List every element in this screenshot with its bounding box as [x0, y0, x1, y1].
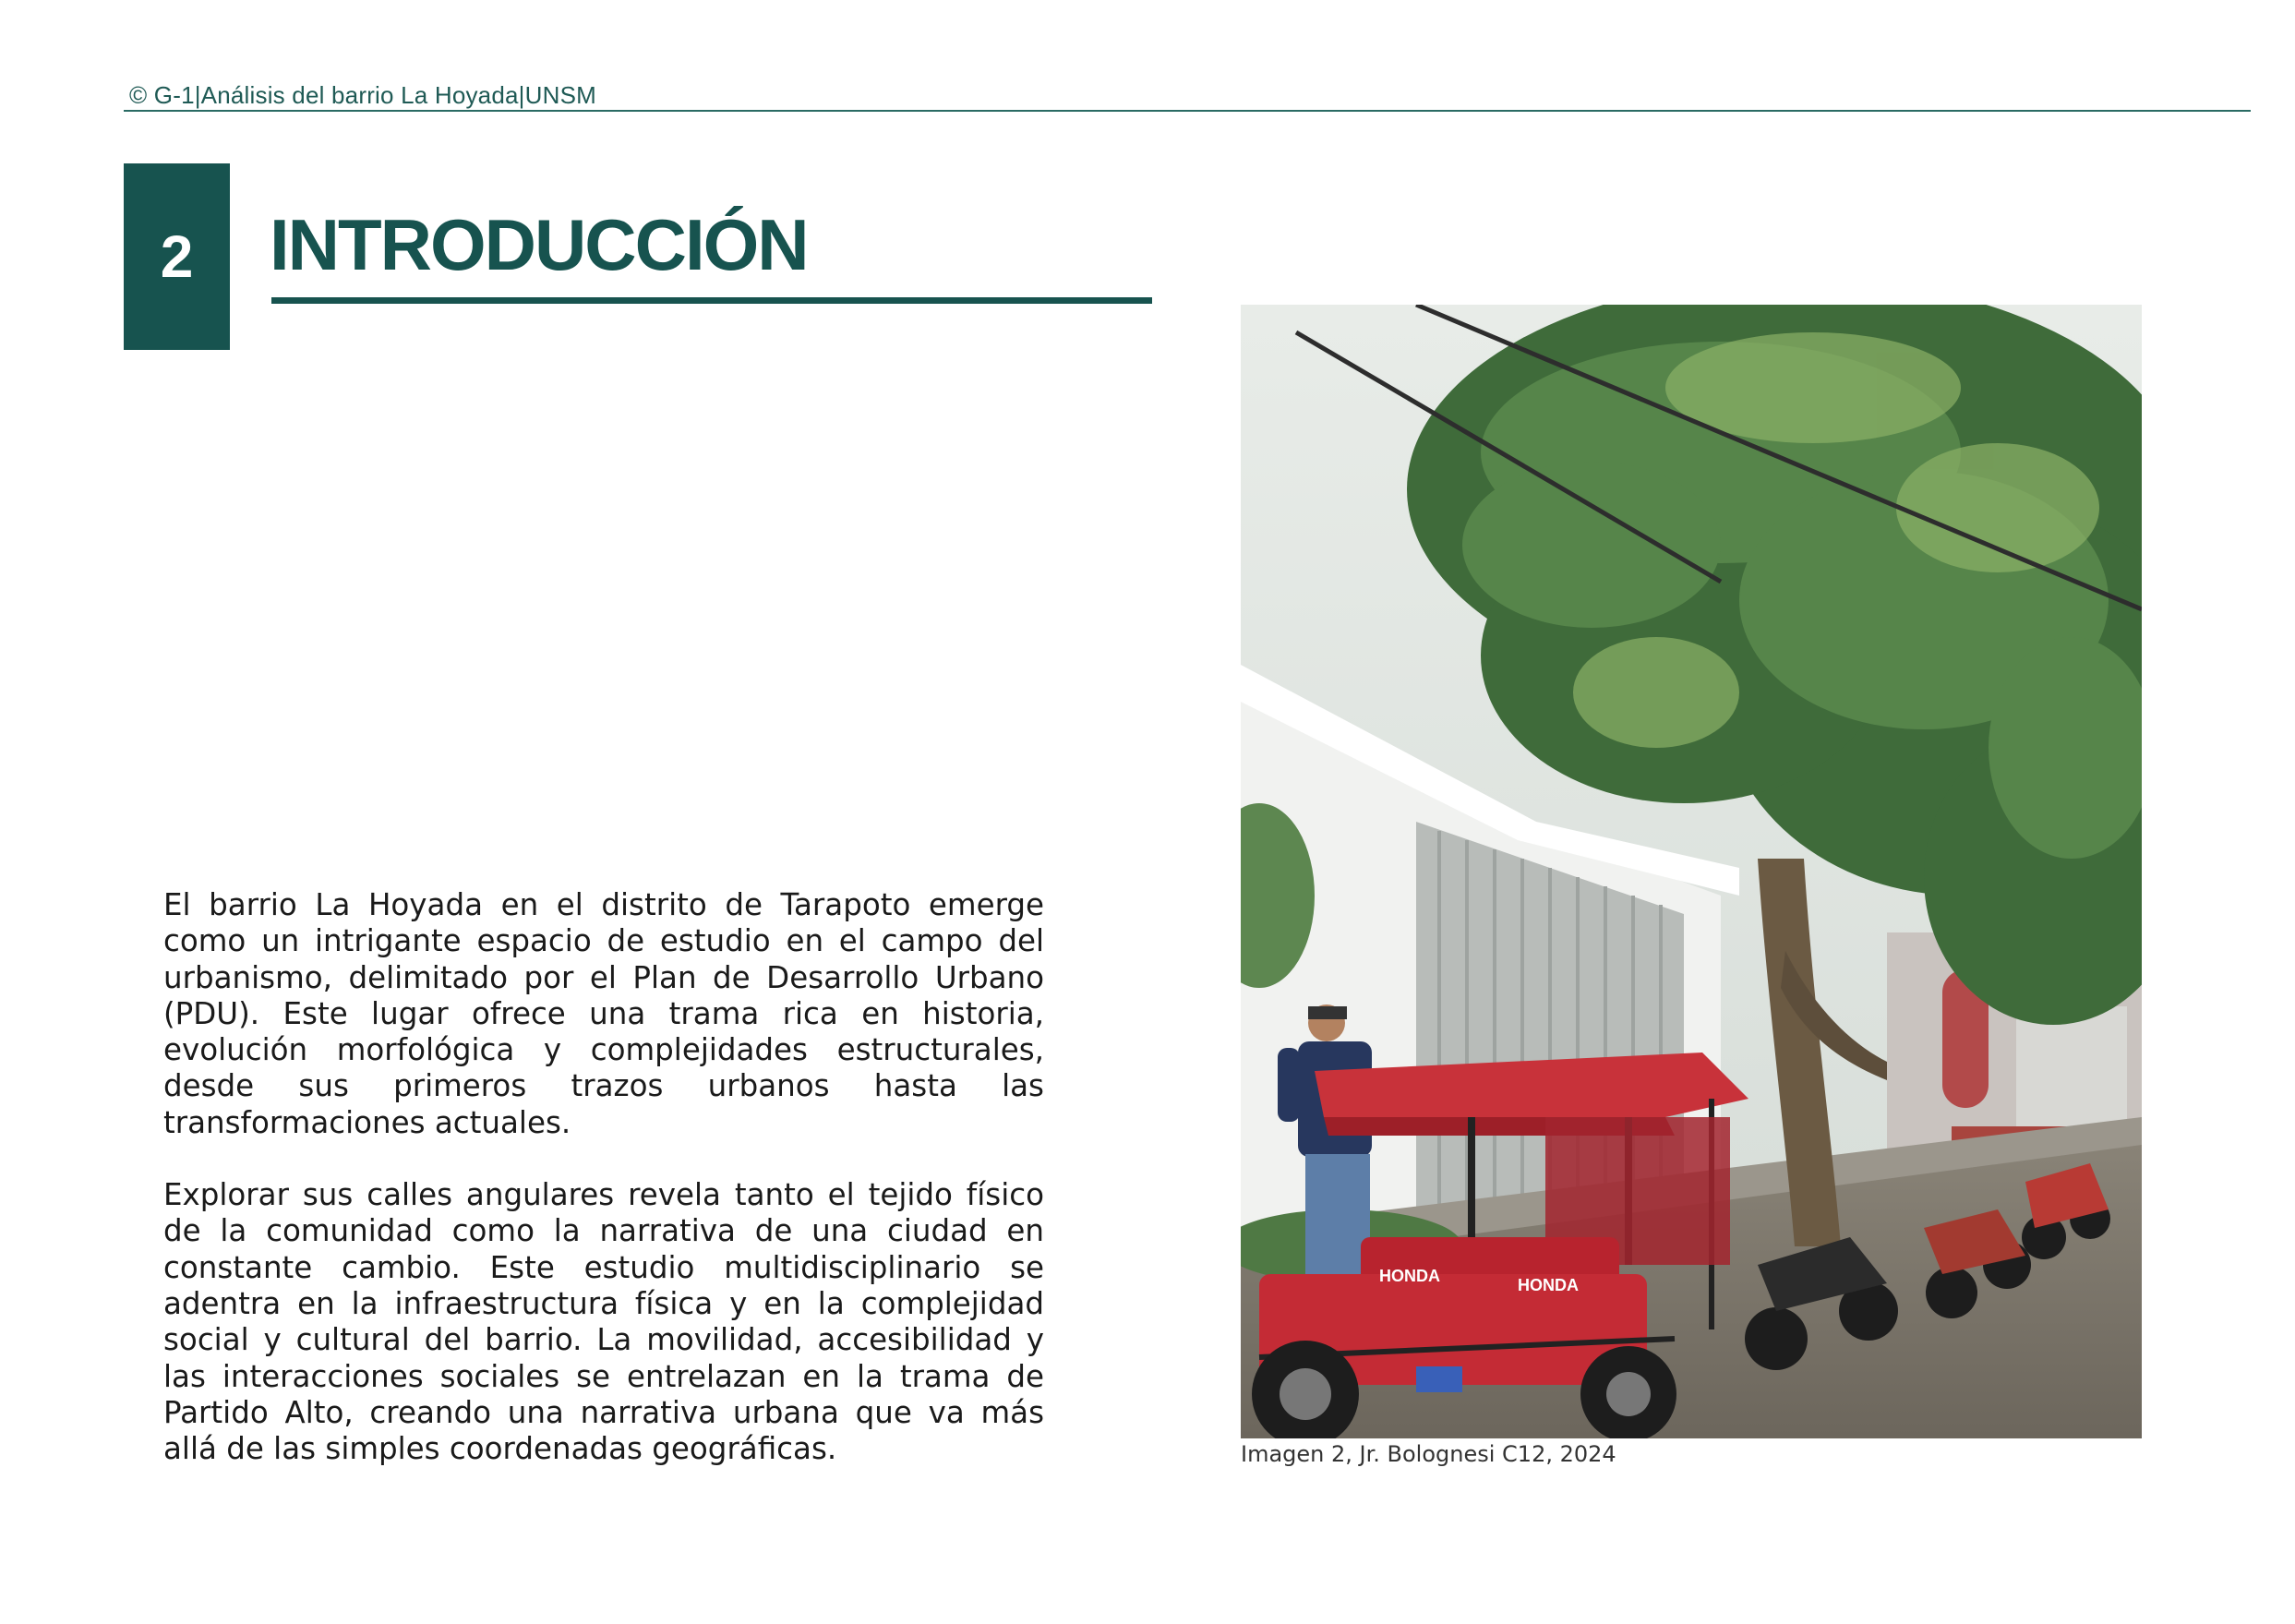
street-photo — [1241, 305, 2142, 1438]
title-underline — [271, 297, 1152, 304]
vehicle-label-left: HONDA — [1379, 1267, 1440, 1285]
body-text — [163, 887, 1044, 1467]
section-title: INTRODUCCIÓN — [270, 204, 808, 285]
vehicle-label-right: HONDA — [1518, 1276, 1579, 1294]
figure-caption: Imagen 2, Jr. Bolognesi C12, 2024 — [1241, 1441, 1616, 1467]
paragraph: Explorar sus calles angulares revela tanto el tejido físico de la comunidad como la narrativa de una ciudad en constante cambio. Este estudio multidisciplinario se adentra en la infraestructura física y en la complejidad social y cultural del barrio. La movilidad, accesibilidad y las interacciones sociales se entrelazan en la trama de Partido Alto, creando una narrativa urbana que va más allá de las simples coordenadas geográficas. — [163, 1177, 1044, 1467]
section-number-badge: 2 — [124, 163, 230, 350]
running-header-text: © G-1|Análisis del barrio La Hoyada|UNSM — [129, 81, 596, 109]
paragraph: El barrio La Hoyada en el distrito de Tarapoto emerge como un intrigante espacio de estudio en el campo del urbanismo, delimitado por el Plan de Desarrollo Urbano (PDU). Este lugar ofrece una trama rica en historia, evolución morfológica y complejidades estructurales, desde sus primeros trazos urbanos hasta las transformaciones actuales. — [163, 887, 1044, 1140]
header-divider — [124, 110, 2251, 112]
